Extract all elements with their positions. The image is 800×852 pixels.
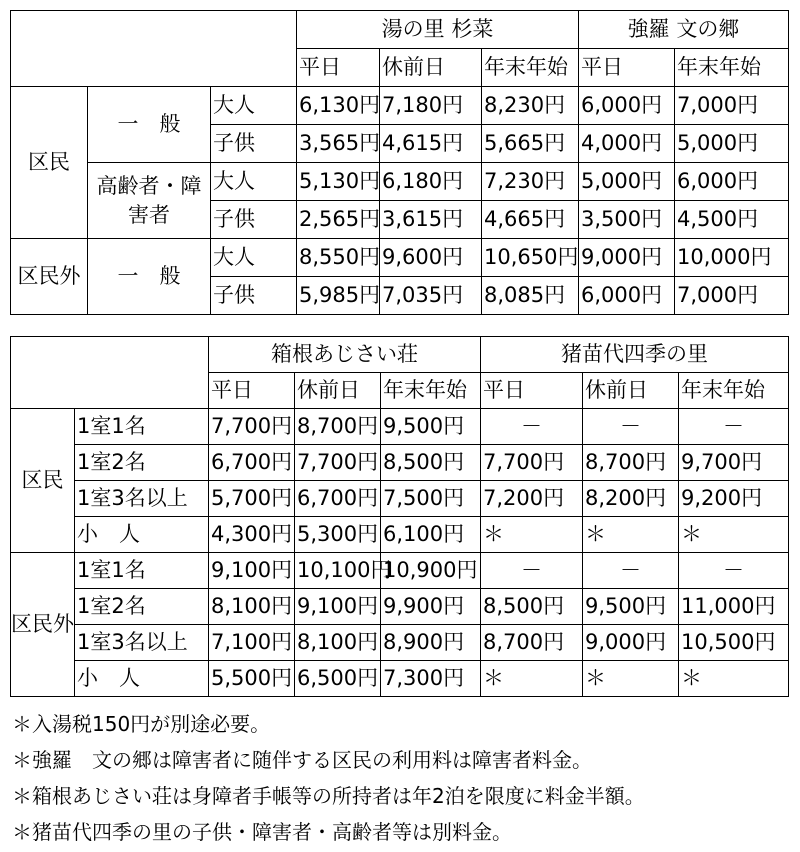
footnote: ＊強羅 文の郷は障害者に随伴する区民の利用料は障害者料金。 bbox=[12, 748, 592, 772]
group-label: 区民外 bbox=[11, 239, 88, 315]
price-cell: － bbox=[583, 553, 679, 589]
price-cell: 7,500円 bbox=[381, 481, 481, 517]
column-header: 年末年始 bbox=[482, 49, 579, 87]
price-cell: － bbox=[583, 409, 679, 445]
price-cell: 10,100円 bbox=[295, 553, 381, 589]
group-label: 区民外 bbox=[11, 553, 75, 697]
price-cell: 7,230円 bbox=[482, 163, 579, 201]
price-cell: 8,230円 bbox=[482, 87, 579, 125]
price-cell: ＊ bbox=[583, 661, 679, 697]
row-type: 1室2名 bbox=[75, 589, 209, 625]
facility-header: 湯の里 杉菜 bbox=[297, 11, 579, 49]
price-cell: ＊ bbox=[679, 517, 789, 553]
price-cell: 6,000円 bbox=[579, 87, 675, 125]
subgroup-label: 一 般 bbox=[88, 87, 211, 163]
row-type: 小 人 bbox=[75, 517, 209, 553]
price-cell: 8,700円 bbox=[583, 445, 679, 481]
subgroup-label: 一 般 bbox=[88, 239, 211, 315]
price-cell: 6,130円 bbox=[297, 87, 380, 125]
row-type: 大人 bbox=[211, 239, 297, 277]
price-cell: 9,600円 bbox=[380, 239, 482, 277]
price-cell: ＊ bbox=[481, 661, 583, 697]
row-type: 子供 bbox=[211, 201, 297, 239]
price-cell: 4,000円 bbox=[579, 125, 675, 163]
price-cell: 5,665円 bbox=[482, 125, 579, 163]
price-cell: 10,900円 bbox=[381, 553, 481, 589]
corner-cell bbox=[11, 11, 297, 87]
column-header: 年末年始 bbox=[679, 373, 789, 409]
price-cell: 7,300円 bbox=[381, 661, 481, 697]
price-cell: 8,085円 bbox=[482, 277, 579, 315]
price-cell: 3,565円 bbox=[297, 125, 380, 163]
corner-cell bbox=[11, 337, 209, 409]
column-header: 年末年始 bbox=[675, 49, 789, 87]
price-cell: 9,500円 bbox=[381, 409, 481, 445]
price-cell: 6,100円 bbox=[381, 517, 481, 553]
column-header: 休前日 bbox=[380, 49, 482, 87]
price-cell: 5,300円 bbox=[295, 517, 381, 553]
row-type: 1室3名以上 bbox=[75, 481, 209, 517]
row-type: 大人 bbox=[211, 163, 297, 201]
column-header: 平日 bbox=[297, 49, 380, 87]
price-table-2 bbox=[10, 336, 789, 697]
price-cell: 7,000円 bbox=[675, 87, 789, 125]
price-cell: 7,000円 bbox=[675, 277, 789, 315]
column-header: 休前日 bbox=[583, 373, 679, 409]
price-cell: 2,565円 bbox=[297, 201, 380, 239]
price-cell: 6,180円 bbox=[380, 163, 482, 201]
price-cell: 7,700円 bbox=[481, 445, 583, 481]
facility-header: 箱根あじさい荘 bbox=[209, 337, 481, 373]
row-type: 大人 bbox=[211, 87, 297, 125]
row-type: 子供 bbox=[211, 277, 297, 315]
price-cell: 6,700円 bbox=[209, 445, 295, 481]
price-cell: 8,200円 bbox=[583, 481, 679, 517]
price-cell: － bbox=[481, 409, 583, 445]
price-cell: 11,000円 bbox=[679, 589, 789, 625]
footnotes bbox=[12, 706, 792, 850]
price-cell: 5,500円 bbox=[209, 661, 295, 697]
price-cell: － bbox=[679, 409, 789, 445]
price-cell: 5,000円 bbox=[579, 163, 675, 201]
subgroup-label: 高齢者・障害者 bbox=[88, 163, 211, 239]
column-header: 平日 bbox=[579, 49, 675, 87]
price-cell: 9,900円 bbox=[381, 589, 481, 625]
price-cell: 4,665円 bbox=[482, 201, 579, 239]
price-cell: 9,700円 bbox=[679, 445, 789, 481]
price-cell: 5,130円 bbox=[297, 163, 380, 201]
price-cell: 7,100円 bbox=[209, 625, 295, 661]
price-cell: － bbox=[679, 553, 789, 589]
price-cell: 10,650円 bbox=[482, 239, 579, 277]
price-cell: 5,700円 bbox=[209, 481, 295, 517]
facility-header: 強羅 文の郷 bbox=[579, 11, 789, 49]
price-cell: 7,035円 bbox=[380, 277, 482, 315]
price-cell: 9,100円 bbox=[295, 589, 381, 625]
price-cell: － bbox=[481, 553, 583, 589]
row-type: 1室2名 bbox=[75, 445, 209, 481]
price-cell: 10,000円 bbox=[675, 239, 789, 277]
price-cell: 6,500円 bbox=[295, 661, 381, 697]
row-type: 子供 bbox=[211, 125, 297, 163]
price-cell: ＊ bbox=[481, 517, 583, 553]
price-cell: 9,000円 bbox=[579, 239, 675, 277]
column-header: 年末年始 bbox=[381, 373, 481, 409]
group-label: 区民 bbox=[11, 409, 75, 553]
row-type: 1室1名 bbox=[75, 553, 209, 589]
price-cell: 5,000円 bbox=[675, 125, 789, 163]
column-header: 平日 bbox=[481, 373, 583, 409]
price-cell: 8,500円 bbox=[481, 589, 583, 625]
price-cell: 9,200円 bbox=[679, 481, 789, 517]
price-cell: 7,200円 bbox=[481, 481, 583, 517]
price-cell: 9,000円 bbox=[583, 625, 679, 661]
price-cell: 3,500円 bbox=[579, 201, 675, 239]
price-cell: 6,000円 bbox=[675, 163, 789, 201]
group-label: 区民 bbox=[11, 87, 88, 239]
row-type: 1室3名以上 bbox=[75, 625, 209, 661]
footnote: ＊猪苗代四季の里の子供・障害者・高齢者等は別料金。 bbox=[12, 820, 512, 844]
row-type: 小 人 bbox=[75, 661, 209, 697]
price-cell: 8,700円 bbox=[295, 409, 381, 445]
column-header: 平日 bbox=[209, 373, 295, 409]
column-header: 休前日 bbox=[295, 373, 381, 409]
price-cell: 8,700円 bbox=[481, 625, 583, 661]
facility-header: 猪苗代四季の里 bbox=[481, 337, 789, 373]
price-cell: 9,500円 bbox=[583, 589, 679, 625]
price-cell: 4,300円 bbox=[209, 517, 295, 553]
price-cell: 6,700円 bbox=[295, 481, 381, 517]
price-cell: 8,100円 bbox=[295, 625, 381, 661]
price-cell: 9,100円 bbox=[209, 553, 295, 589]
price-table-1 bbox=[10, 10, 789, 315]
price-cell: 7,700円 bbox=[295, 445, 381, 481]
footnote: ＊箱根あじさい荘は身障者手帳等の所持者は年2泊を限度に料金半額。 bbox=[12, 784, 645, 808]
price-cell: 4,500円 bbox=[675, 201, 789, 239]
price-cell: 5,985円 bbox=[297, 277, 380, 315]
price-cell: 8,500円 bbox=[381, 445, 481, 481]
price-cell: 4,615円 bbox=[380, 125, 482, 163]
price-cell: ＊ bbox=[679, 661, 789, 697]
price-cell: 7,700円 bbox=[209, 409, 295, 445]
price-cell: 8,900円 bbox=[381, 625, 481, 661]
price-cell: ＊ bbox=[583, 517, 679, 553]
price-cell: 8,100円 bbox=[209, 589, 295, 625]
price-cell: 7,180円 bbox=[380, 87, 482, 125]
price-cell: 6,000円 bbox=[579, 277, 675, 315]
price-cell: 3,615円 bbox=[380, 201, 482, 239]
footnote: ＊入湯税150円が別途必要。 bbox=[12, 712, 271, 736]
price-cell: 10,500円 bbox=[679, 625, 789, 661]
price-cell: 8,550円 bbox=[297, 239, 380, 277]
row-type: 1室1名 bbox=[75, 409, 209, 445]
